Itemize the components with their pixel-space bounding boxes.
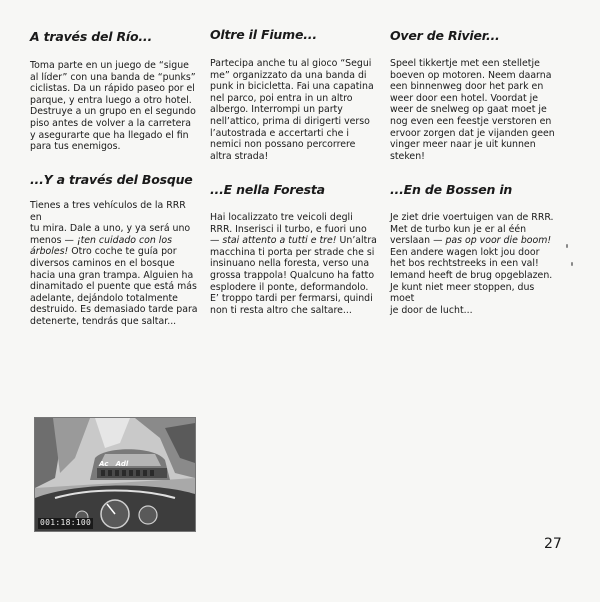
text-run: nell’attico, prima di dirigerti verso (210, 115, 370, 127)
text-run: nemici non possano percorrere (210, 139, 356, 151)
text-run: nel parco, poi entra in un altro (210, 92, 353, 104)
heading-spanish-river: A través del Río... (30, 29, 153, 44)
text-run: albergo. Interrompi un party (210, 104, 343, 116)
game-scene-illustration (35, 418, 195, 531)
text-run: parque, y entra luego a otro hotel. (30, 94, 192, 106)
text-run: Hai localizzato tre veicoli degli (210, 212, 353, 223)
text-run: detenerte, tendrás que saltar... (30, 315, 177, 327)
text-run: Speel tikkertje met een stelletje (390, 58, 540, 69)
text-run: altra strada! (210, 150, 269, 162)
text-run: tu mira. Dale a uno, y ya será uno (30, 223, 191, 235)
text-run: Toma parte en un juego de “sigue (30, 60, 189, 71)
text-run: non ti resta altro che saltare... (210, 304, 352, 316)
text-run: verslaan — (390, 235, 446, 247)
heading-dutch-forest: ...En de Bossen in (390, 182, 513, 197)
text-run: E’ troppo tardi per fermarsi, quindi (210, 293, 373, 305)
emphasis-text: árboles! (30, 246, 69, 258)
text-run: Iemand heeft de brug opgeblazen. (390, 269, 553, 281)
text-run: ciclistas. Da un rápido paseo por el (30, 83, 195, 95)
emphasis-text: stai attento a tutti e tre! (222, 235, 337, 247)
paragraph-dutch-forest (390, 212, 560, 316)
page-speck (571, 262, 573, 266)
text-run: RRR. Inserisci il turbo, e fuori uno (210, 223, 367, 235)
text-run: adelante, dejándolo totalmente (30, 292, 178, 304)
paragraph-spanish-forest (30, 200, 200, 328)
game-hud-label: Ac Adl (99, 460, 129, 468)
text-run: Destruye a un grupo en el segundo (30, 106, 196, 118)
heading-spanish-forest: ...Y a través del Bosque (30, 172, 193, 187)
paragraph-italian-forest (210, 212, 377, 316)
text-run: steken! (390, 150, 425, 162)
paragraph-dutch-river (390, 58, 555, 162)
text-run: je door de lucht... (390, 304, 473, 316)
emphasis-text: ¡ten cuidado con los (76, 234, 173, 246)
text-run: Otro coche te guía por (68, 246, 177, 258)
page-speck (566, 244, 568, 248)
text-run: menos — (30, 234, 77, 246)
text-run: destruido. Es demasiado tarde para (30, 304, 198, 316)
text-run: hacia una gran trampa. Alguien ha (30, 269, 194, 281)
text-run: een binnenweg door het park en (390, 81, 544, 93)
text-run: para tus enemigos. (30, 141, 121, 153)
text-run: Partecipa anche tu al gioco “Segui (210, 58, 372, 69)
text-run: ervoor zorgen dat je vijanden geen (390, 127, 555, 139)
text-run: Een andere wagen lokt jou door (390, 246, 540, 258)
text-run: macchina ti porta per strade che si (210, 246, 375, 258)
page-number: 27 (544, 536, 562, 552)
text-run: weer door een hotel. Voordat je (390, 92, 539, 104)
emphasis-text: pas op voor die boom! (445, 235, 552, 247)
text-run: al líder” con una banda de “punks” (30, 71, 196, 83)
text-run: Un’altra (336, 235, 377, 247)
text-run: esplodere il ponte, deformandolo. (210, 281, 369, 293)
text-run: het bos rechtstreeks in een val! (390, 258, 539, 270)
game-timer-display: 001:18:100 (40, 518, 92, 527)
text-run: Tienes a tres vehículos de la RRR en (30, 200, 186, 223)
heading-dutch-river: Over de Rivier... (390, 28, 500, 43)
text-run: punk in bicicletta. Fai una capatina (210, 81, 374, 93)
text-run: Met de turbo kun je er al één (390, 223, 527, 235)
heading-italian-forest: ...E nella Foresta (210, 182, 325, 197)
text-run: insinuano nella foresta, verso una (210, 258, 370, 270)
text-run: y asegurarte que ha llegado el fin (30, 129, 189, 141)
text-run: — (210, 235, 223, 247)
text-run: nog even een feestje verstoren en (390, 115, 552, 127)
text-run: l’autostrada e accertarti che i (210, 127, 349, 139)
paragraph-spanish-river (30, 60, 196, 153)
text-run: me” organizzato da una banda di (210, 69, 367, 81)
text-run: piso antes de volver a la carretera (30, 117, 191, 129)
game-screenshot (34, 417, 196, 532)
text-run: dinamitado el puente que está más (30, 281, 197, 293)
text-run: weer de snelweg op gaat moet je (390, 104, 547, 116)
text-run: Je kunt niet meer stoppen, dus moet (390, 281, 535, 305)
text-run: grossa trappola! Qualcuno ha fatto (210, 269, 375, 281)
text-run: boeven op motoren. Neem daarna (390, 69, 552, 81)
text-run: Je ziet drie voertuigen van de RRR. (390, 212, 554, 223)
heading-italian-river: Oltre il Fiume... (210, 27, 317, 42)
text-run: vinger meer naar je uit kunnen (390, 139, 536, 151)
paragraph-italian-river (210, 58, 374, 162)
text-run: diversos caminos en el bosque (30, 257, 175, 269)
